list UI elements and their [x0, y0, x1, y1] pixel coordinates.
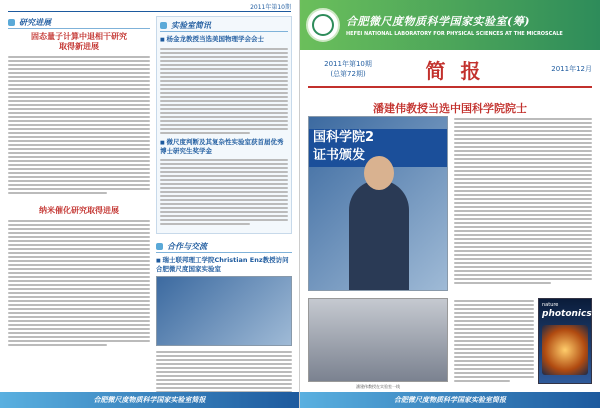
- person-figure: [349, 180, 409, 290]
- article-title: 纳米催化研究取得进展: [39, 206, 119, 215]
- masthead: [300, 0, 600, 50]
- lab-logo-icon: [306, 8, 340, 42]
- issue-strip: 2011年第10期: [8, 2, 291, 12]
- lab-news-box: [156, 16, 292, 234]
- issue-total: (总第72期): [330, 70, 366, 78]
- news-item-title: ■ 杨金龙教授当选美国物理学会会士: [160, 35, 288, 44]
- bulletin-title: 简 报: [425, 58, 485, 83]
- headline-article-body: [454, 116, 592, 291]
- footer-band: [0, 392, 299, 408]
- visit-photo: [156, 276, 292, 346]
- masthead-text: [346, 13, 563, 37]
- research-section-tag: [8, 16, 150, 29]
- ceremony-photo: [308, 116, 448, 291]
- article-title: [8, 32, 150, 52]
- article-body: [8, 218, 150, 368]
- section-tag-label: 实验室简讯: [171, 19, 211, 30]
- article-body: [8, 54, 150, 204]
- news-item-body: [160, 46, 288, 136]
- lab-news-section-tag: [160, 19, 288, 32]
- contact-line: [308, 86, 592, 94]
- lab-photo-caption: 潘建伟教授在实验室一线: [356, 384, 400, 389]
- person-head: [364, 156, 394, 190]
- research-column: [8, 16, 150, 388]
- journal-cover: [538, 298, 592, 384]
- news-item-title: ■ 微尺度判断及其复杂性实验室获首届优秀博士研究生奖学金: [160, 138, 288, 155]
- headline: 潘建伟教授当选中国科学院院士: [373, 102, 527, 115]
- photo-banner-line1: 国科学院2: [313, 130, 375, 145]
- photo-banner-line2: 证书颁发: [313, 148, 366, 163]
- cooperation-item-title: ■ 瑞士联邦理工学院Christian Enz教授访问合肥微尺度国家实验室: [156, 256, 292, 273]
- journal-tag: nature: [542, 302, 559, 308]
- masthead-title-cn: 合肥微尺度物质科学国家实验室(筹): [346, 15, 530, 28]
- news-column: [156, 16, 292, 388]
- masthead-title-en: HEFEI NATIONAL LABORATORY FOR PHYSICAL SCIENCES AT THE MICROSCALE: [346, 31, 563, 37]
- news-item-body: [160, 157, 288, 237]
- issue-row: [308, 54, 592, 84]
- section-marker-icon: [156, 243, 163, 250]
- footer-band: [300, 392, 600, 408]
- lab-photo: [308, 298, 448, 382]
- cooperation-section-tag: [156, 240, 292, 253]
- issue-date: 2011年12月: [551, 65, 592, 73]
- issue-info: [308, 59, 388, 79]
- footer-text: 合肥微尺度物质科学国家实验室简报: [394, 395, 506, 404]
- section-marker-icon: [160, 22, 167, 29]
- section-marker-icon: [8, 19, 15, 26]
- section-tag-label: 研究进展: [19, 16, 51, 27]
- section-tag-label: 合作与交流: [167, 240, 207, 251]
- footer-text: 合肥微尺度物质科学国家实验室简报: [93, 395, 206, 404]
- article-title-line1: 固态量子计算中退相干研究: [31, 32, 127, 41]
- right-page: [300, 0, 600, 408]
- article-body-continued: [454, 298, 534, 384]
- journal-cover-image: [542, 325, 588, 375]
- article-title-line2: 取得新进展: [59, 42, 99, 51]
- issue-number: 2011年第10期: [324, 60, 372, 68]
- journal-name: photonics: [542, 309, 592, 319]
